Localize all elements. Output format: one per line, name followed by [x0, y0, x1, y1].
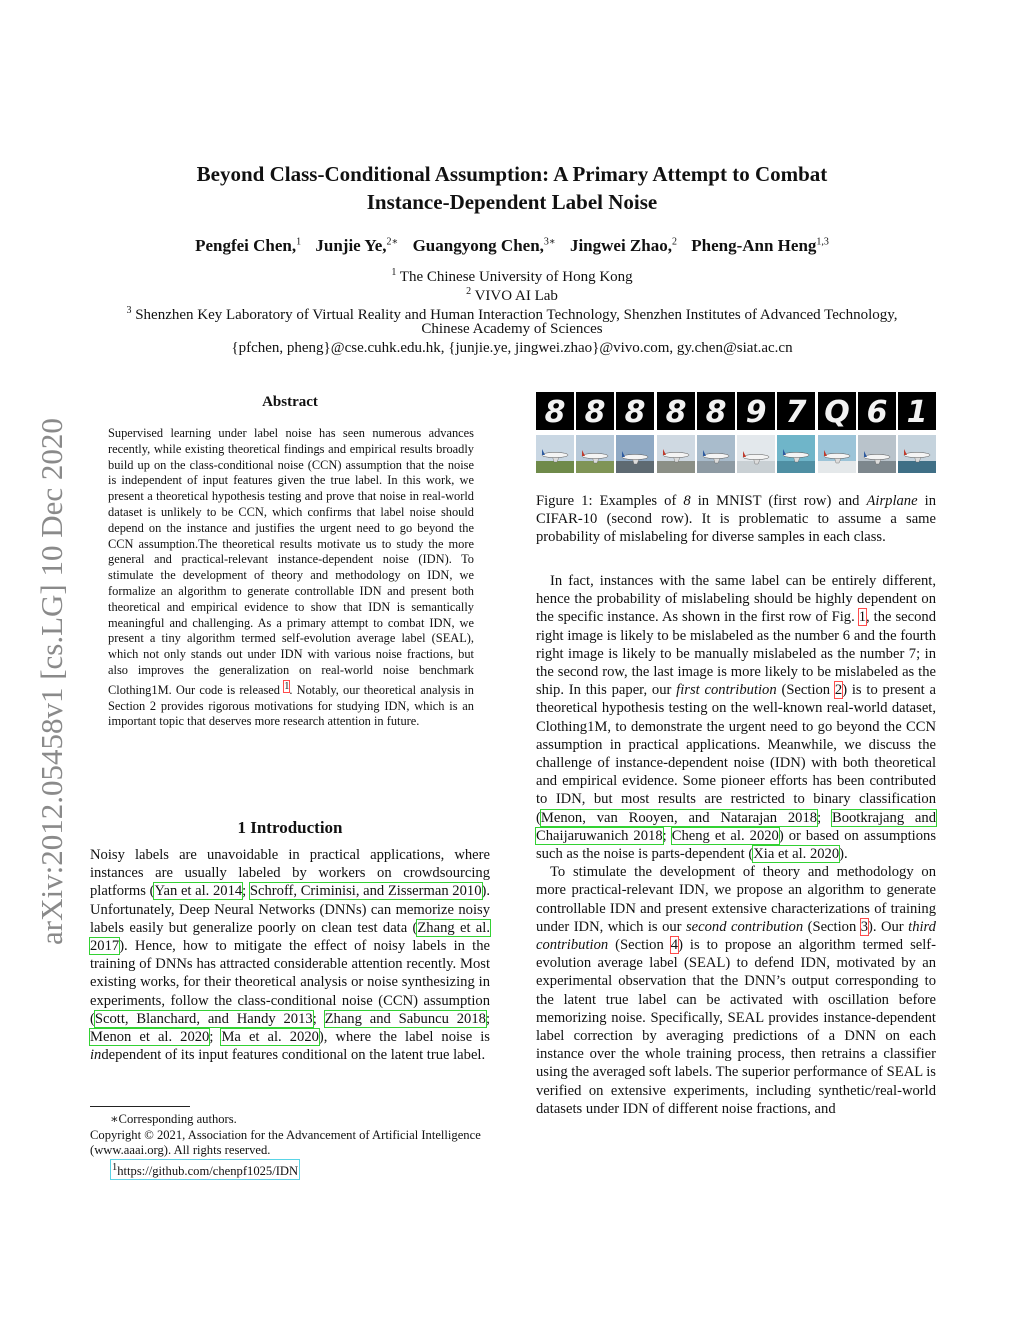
emphasis: first contribution	[676, 682, 777, 699]
affil-sup: 2	[466, 286, 472, 297]
text: ). Hence, how to mitigate the effect of noisy labels in the training of DNNs has attracted considerable attention recently. Most existing works, for their theoretical analysis or noise synthesizing in experiments, follow the class-conditional noise (CCN) assumption (	[90, 938, 490, 1027]
author	[195, 236, 301, 255]
citation-link[interactable]: Yan et al. 2014	[154, 883, 243, 900]
author	[691, 236, 829, 255]
author-sup: 3∗	[543, 236, 556, 248]
paragraph	[536, 572, 936, 863]
mnist-digit-image	[737, 392, 775, 430]
cifar-airplane-row	[536, 435, 936, 473]
text: ;	[209, 1029, 222, 1046]
citation-link[interactable]: Cheng et al. 2020	[671, 827, 779, 844]
author-name: Junjie Ye,	[315, 236, 387, 255]
mnist-digit-glyph: 8	[625, 395, 646, 430]
citation-link[interactable]: Bootkrajang and Chaijaruwanich 2018	[536, 809, 937, 844]
author-name: Jingwei Zhao,	[569, 236, 672, 255]
mnist-digit-image	[536, 392, 574, 430]
citation-link[interactable]: Menon, van Rooyen, and Natarajan 2018	[540, 809, 818, 826]
author	[413, 236, 556, 255]
citation-link[interactable]: Menon et al. 2020	[90, 1029, 210, 1046]
affil-sup: 1	[391, 267, 397, 278]
footnote-1	[90, 1159, 490, 1181]
paper-title	[0, 160, 1024, 216]
affiliation-3b: Chinese Academy of Sciences	[421, 321, 603, 337]
author-sup: 2∗	[386, 236, 399, 248]
arxiv-stamp-text: arXiv:2012.05458v1 [cs.LG] 10 Dec 2020	[34, 418, 69, 945]
emphasis: Airplane	[866, 493, 918, 509]
airplane-image	[898, 435, 936, 473]
mnist-digit-image	[858, 392, 896, 430]
footnote-copyright: Copyright © 2021, Association for the Advancement of Artificial Intelligence (www.aaai.org). All rights reserved.	[90, 1127, 481, 1157]
citation-link[interactable]: Xia et al. 2020	[753, 846, 840, 863]
paragraph	[536, 863, 936, 1118]
mnist-digit-glyph: 9	[745, 395, 767, 430]
figure-ref[interactable]: 1	[858, 609, 867, 626]
affil-text: VIVO AI Lab	[474, 288, 558, 304]
text: ;	[242, 883, 250, 900]
footnotes	[90, 1112, 490, 1180]
text: ) is to propose an algorithm termed self-evolution average label (SEAL) to defend IDN, motivated by an experimental observation that the DNN’s output corresponding to the latent true label can be activated with oscillation before memorizing noise. Specifically, SEAL provides instance-dependent label correction by averaging predictions of a DNN on each instance over the whole training process, then retrains a classifier using the averaged soft labels. The superior performance of SEAL is verified on extensive experiments, including synthetic/real-world datasets under IDN of different noise fractions, and	[536, 937, 937, 1117]
title-line-2: Instance-Dependent Label Noise	[366, 190, 658, 214]
text: (Section	[803, 918, 861, 935]
mnist-digit-glyph: 1	[906, 395, 928, 430]
airplane-image	[616, 435, 654, 473]
footnote-rule	[90, 1106, 190, 1107]
author-sup: 1,3	[816, 236, 829, 248]
text: dependent of its input features conditional on the latent true label.	[101, 1047, 486, 1064]
section-ref[interactable]: 4	[670, 937, 679, 954]
citation-link[interactable]: Zhang et al. 2017	[90, 919, 490, 955]
citation-link[interactable]: Scott, Blanchard, and Handy 2013	[94, 1010, 313, 1027]
mnist-digit-glyph: 8	[665, 395, 687, 430]
mnist-digit-image	[576, 392, 614, 430]
text: To stimulate the development of theory and methodology on more practical-relevant IDN, we propose an algorithm to generate controllable IDN and present extensive characterizations of training under IDN, which is our	[536, 864, 936, 935]
emphasis: in	[90, 1047, 102, 1064]
figure-1	[536, 392, 936, 473]
airplane-image	[576, 435, 614, 473]
mnist-row	[536, 392, 936, 430]
mnist-digit-image	[616, 392, 654, 430]
author-name: Guangyong Chen,	[412, 236, 544, 255]
text: ;	[817, 809, 832, 826]
text: ).	[839, 846, 848, 863]
arxiv-stamp-svg	[18, 355, 78, 955]
mnist-digit-image	[697, 392, 735, 430]
author-sup: 1	[296, 236, 302, 248]
mnist-digit-glyph: 8	[584, 395, 606, 430]
citation-link[interactable]: Ma et al. 2020	[221, 1029, 319, 1046]
text: ), where the label noise is	[318, 1029, 490, 1046]
text: ). Our	[868, 918, 909, 935]
title-line-1: Beyond Class-Conditional Assumption: A Primary Attempt to Combat	[196, 162, 828, 186]
text: (Section	[776, 682, 835, 699]
affil-text: Shenzhen Key Laboratory of Virtual Reality and Human Interaction Technology, Shenzhen Institutes of Advanced Technology,	[135, 307, 898, 323]
author-name: Pengfei Chen,	[195, 236, 297, 255]
author-list	[0, 236, 1024, 256]
mnist-digit-image	[657, 392, 695, 430]
mnist-digit-image	[898, 392, 936, 430]
mnist-digit-image	[818, 392, 856, 430]
footnote-mark: 1	[112, 1161, 118, 1173]
emphasis: third contribution	[536, 918, 936, 954]
citation-link[interactable]: Schroff, Criminisi, and Zisserman 2010	[249, 883, 482, 900]
author	[315, 236, 398, 255]
text: Noisy labels are unavoidable in practical applications, where instances are usually labeled by workers on crowdsourcing platforms (	[90, 847, 490, 900]
emphasis: second contribution	[685, 918, 804, 935]
footnote-ref[interactable]: 1	[284, 680, 290, 692]
text: ;	[312, 1010, 325, 1027]
airplane-image	[536, 435, 574, 473]
abstract-body	[108, 426, 474, 730]
section-heading-introduction: 1 Introduction	[237, 818, 343, 837]
affil-sup: 3	[126, 305, 132, 316]
airplane-image	[657, 435, 695, 473]
section-ref[interactable]: 2	[834, 682, 843, 699]
footnote-corresponding: ∗Corresponding authors.	[110, 1112, 237, 1126]
text: (Section	[608, 937, 671, 954]
text: in CIFAR-10 (second row). It is problematic to assume a same probability of mislabeling for diverse samples in each class.	[536, 493, 936, 546]
airplane-image	[777, 435, 815, 473]
mnist-digit-glyph: 8	[705, 395, 727, 430]
text: ;	[485, 1010, 491, 1027]
airplane-image	[737, 435, 775, 473]
arxiv-stamp	[18, 355, 78, 955]
airplane-image	[858, 435, 896, 473]
mnist-digit-glyph: 8	[544, 395, 566, 430]
introduction-body	[90, 846, 490, 1064]
section-ref[interactable]: 3	[860, 918, 868, 935]
mnist-digit-glyph: 6	[866, 395, 888, 430]
abstract-text: Supervised learning under label noise has seen numerous advances recently, while existing theoretical findings and empirical results broadly build up on the class-conditional noise (CCN) assumption that the noise is independent of input features given the true label. In this work, we present a theoretical hypothesis testing and prove that noise in real-world dataset is unlikely to be CCN, which confirms that label noise should depend on the instance and justifies the urgent need to go beyond the CCN assumption.The theoretical results motivate us to study the more general and practical-relevant instance-dependent noise (IDN). To stimulate the development of theory and methodology on IDN, we formalize an algorithm to generate controllable IDN and present both theoretical and empirical evidence to show that IDN is semantically meaningful and challenging. As a primary attempt to combat IDN, we present a tiny algorithm termed self-evolution average label (SEAL), which not only stands out under IDN with various noise fractions, but also improves the generalization on real-world noise benchmark Clothing1M. Our code is released	[108, 426, 474, 697]
footnote-url-link[interactable]	[110, 1159, 300, 1181]
author-name: Pheng-Ann Heng	[691, 236, 817, 255]
airplane-image	[818, 435, 856, 473]
abstract-text-2: . Notably, our theoretical analysis in Section 2 provides rigorous motivations for studying IDN, which is an important topic that deserves more research attention in future.	[108, 682, 474, 729]
text: Figure 1: Examples of	[536, 493, 684, 509]
text: ;	[662, 827, 672, 844]
abstract-heading: Abstract	[262, 394, 318, 410]
airplane-image	[697, 435, 735, 473]
emphasis: 8	[683, 493, 691, 509]
text: In fact, instances with the same label can be entirely different, hence the probability of mislabeling should be highly dependent on the specific instance. As shown in the first row of Fig.	[536, 573, 936, 626]
text: ) or based on assumptions such as the noise is parts-dependent (	[536, 827, 936, 863]
text: in MNIST (first row) and	[690, 493, 867, 509]
text: , the second right image is likely to be mislabeled as the number 6 and the fourth right image is likely to be manually mislabeled as the number 7; in the second row, the last image is more likely to be mislabeled as the ship. In this paper, our	[536, 609, 936, 699]
mnist-digit-image	[777, 392, 815, 430]
author	[570, 236, 677, 255]
text: ) is to present a theoretical hypothesis testing on the well-known real-world dataset, Clothing1M, to demonstrate the urgent need to go beyond the CCN assumption in practical applications. Meanwhile, we discuss the challenge of instance-dependent noise (IDN) with both theoretical and empirical evidence. Some pioneer efforts has been contributed to IDN, but most results are restricted to binary classification (	[536, 682, 936, 826]
citation-link[interactable]: Zhang and Sabuncu 2018	[324, 1010, 486, 1027]
author-emails: {pfchen, pheng}@cse.cuhk.edu.hk, {junjie.ye, jingwei.zhao}@vivo.com, gy.chen@siat.ac.cn	[231, 340, 793, 356]
author-sup: 2	[671, 236, 677, 248]
mnist-digit-glyph: 7	[785, 395, 807, 430]
mnist-digit-glyph: Q	[823, 395, 850, 430]
figure-1-caption	[536, 492, 936, 547]
footnote-url: https://github.com/chenpf1025/IDN	[117, 1163, 299, 1178]
right-column-body	[536, 572, 936, 1118]
text: ). Unfortunately, Deep Neural Networks (DNNs) can memorize noisy labels easily but generalize poorly on clean test data (	[90, 883, 491, 936]
affil-text: The Chinese University of Hong Kong	[399, 269, 633, 285]
